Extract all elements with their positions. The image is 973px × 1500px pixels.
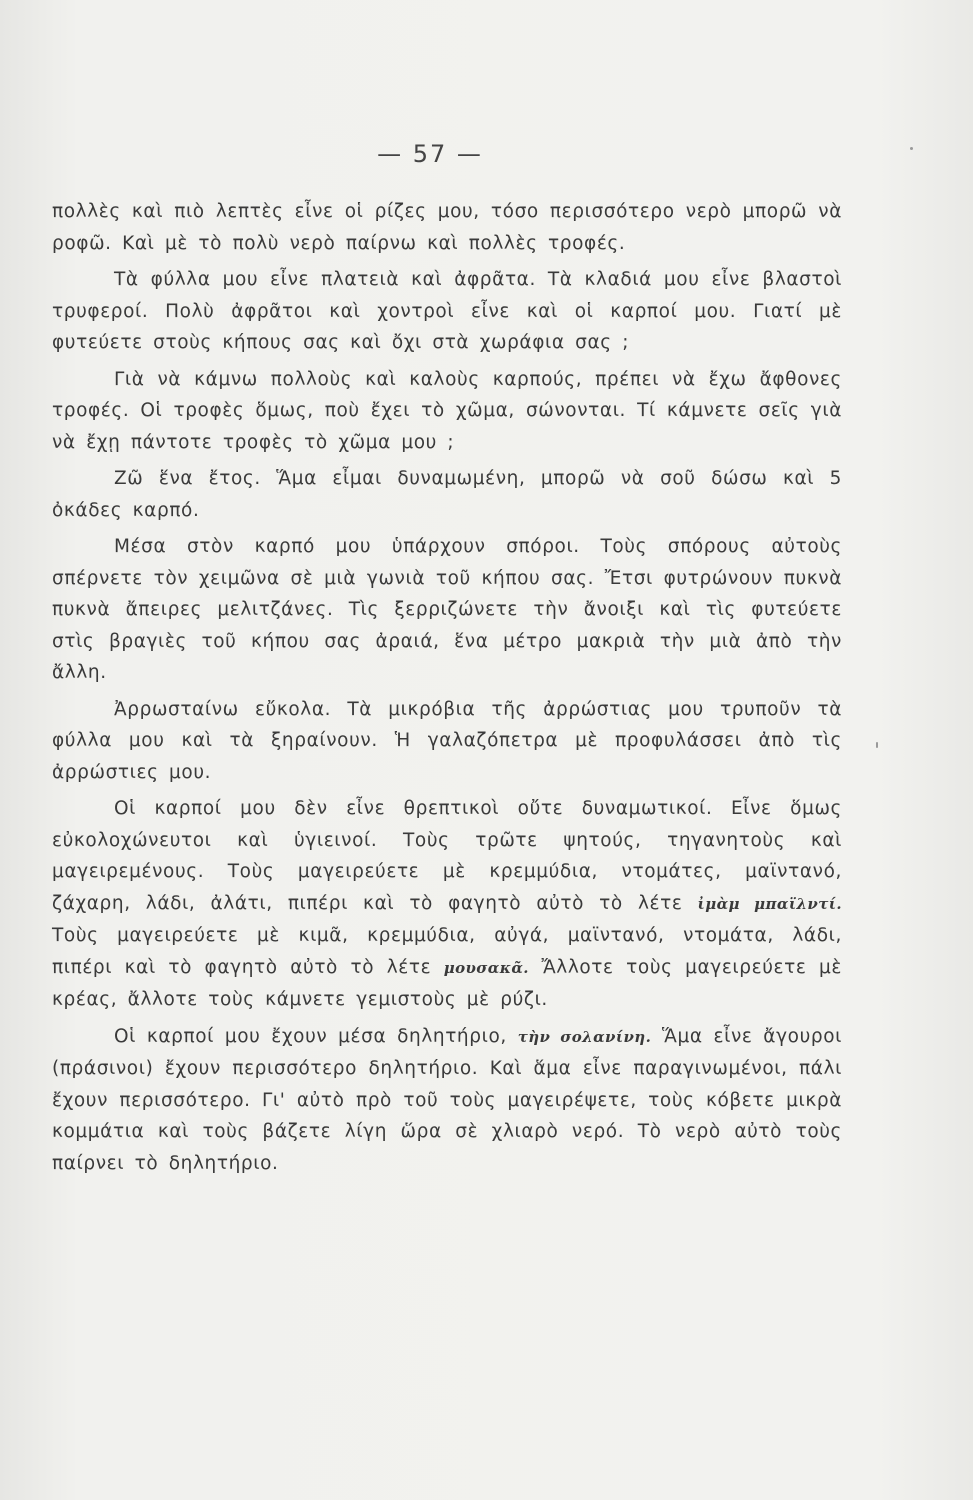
paragraph-text: Γιὰ νὰ κάμνω πολλοὺς καὶ καλοὺς καρπούς, πρέπει νὰ ἔχω ἄφθονες τροφές. Οἱ τροφὲς ὅμως, ποὺ ἔχει τὸ χῶμα, σώνονται. Τί κάμνετε σεῖς γιὰ νὰ ἔχῃ πάντοτε τροφὲς τὸ χῶμα μου ; bbox=[52, 368, 842, 453]
paragraph bbox=[52, 463, 842, 526]
paragraph bbox=[52, 531, 842, 689]
toxin-name-emphasis: τὴν σολανίνη. bbox=[517, 1027, 652, 1046]
paragraph bbox=[52, 196, 842, 259]
paragraph-text: πολλὲς καὶ πιὸ λεπτὲς εἶνε οἱ ρίζες μου, τόσο περισσότερο νερὸ μπορῶ νὰ ροφῶ. Καὶ μὲ τὸ πολὺ νερὸ παίρνω καὶ πολλὲς τροφές. bbox=[52, 201, 842, 254]
paragraph bbox=[52, 793, 842, 1016]
page-number: — 57 — bbox=[377, 140, 483, 168]
dish-name-emphasis: μουσακᾶ. bbox=[443, 958, 529, 977]
paragraph bbox=[52, 694, 842, 789]
paragraph bbox=[52, 1021, 842, 1180]
paragraph-text: Οἱ καρποί μου δὲν εἶνε θρεπτικοὶ οὔτε δυναμωτικοί. Εἶνε ὅμως εὐκολοχώνευτοι καὶ ὑγιεινοί. Τοὺς τρῶτε ψητούς, τηγανητοὺς καὶ μαγειρεμένους. Τοὺς μαγειρεύετε μὲ κρεμμύδια, ντομάτες, μαϊντανό, ζάχαρη, λάδι, ἀλάτι, πιπέρι καὶ τὸ φαγητὸ αὐτὸ τὸ λέτε bbox=[52, 798, 842, 914]
paper-speck bbox=[876, 742, 878, 748]
paragraph-text: Τοὺς μαγειρεύετε μὲ κιμᾶ, κρεμμύδια, αὐγά, μαϊντανό, ντομάτα, λάδι, πιπέρι καὶ τὸ φαγητὸ αὐτὸ τὸ λέτε bbox=[52, 925, 842, 978]
dish-name-emphasis: ἰμὰμ μπαϊλντί. bbox=[697, 894, 842, 913]
paragraph-text: Ἅμα εἶνε ἄγουροι (πράσινοι) ἔχουν περισσότερο δηλητήριο. Καὶ ἅμα εἶνε παραγινωμένοι, πάλι ἔχουν περισσότερο. Γι' αὐτὸ πρὸ τοῦ τοὺς μαγειρέψετε, τοὺς κόβετε μικρὰ κομμάτια καὶ τοὺς βάζετε λίγη ὥρα σὲ χλιαρὸ νερό. Τὸ νερὸ αὐτὸ τοὺς παίρνει τὸ δηλητήριο. bbox=[52, 1025, 842, 1174]
paragraph-text: Μέσα στὸν καρπό μου ὑπάρχουν σπόροι. Τοὺς σπόρους αὐτοὺς σπέρνετε τὸν χειμῶνα σὲ μιὰ γωνιὰ τοῦ κήπου σας. Ἔτσι φυτρώνουν πυκνὰ πυκνὰ ἄπειρες μελιτζάνες. Τὶς ξερριζώνετε τὴν ἄνοιξι καὶ τὶς φυτεύετε στὶς βραγιὲς τοῦ κήπου σας ἀραιά, ἕνα μέτρο μακριὰ τὴν μιὰ ἀπὸ τὴν ἄλλη. bbox=[52, 536, 842, 683]
paper-speck bbox=[910, 147, 913, 150]
body-text bbox=[52, 196, 842, 1179]
paragraph bbox=[52, 264, 842, 359]
paragraph-text: Ζῶ ἕνα ἔτος. Ἅμα εἶμαι δυναμωμένη, μπορῶ νὰ σοῦ δώσω καὶ 5 ὀκάδες καρπό. bbox=[52, 468, 842, 521]
paragraph-text: Ἀρρωσταίνω εὔκολα. Τὰ μικρόβια τῆς ἀρρώστιας μου τρυποῦν τὰ φύλλα μου καὶ τὰ ξηραίνουν. Ἡ γαλαζόπετρα μὲ προφυλάσσει ἀπὸ τὶς ἀρρώστιες μου. bbox=[52, 698, 842, 783]
paragraph-text: Ἄλλοτε τοὺς μαγειρεύετε μὲ κρέας, ἄλλοτε τοὺς κάμνετε γεμιστοὺς μὲ ρύζι. bbox=[52, 956, 842, 1010]
paragraph-text: Οἱ καρποί μου ἔχουν μέσα δηλητήριο, bbox=[114, 1025, 518, 1047]
paragraph bbox=[52, 364, 842, 459]
paragraph-text: Τὰ φύλλα μου εἶνε πλατειὰ καὶ ἀφρᾶτα. Τὰ κλαδιά μου εἶνε βλαστοὶ τρυφεροί. Πολὺ ἀφρᾶτοι καὶ χοντροὶ εἶνε καὶ οἱ καρποί μου. Γιατί μὲ φυτεύετε στοὺς κήπους σας καὶ ὄχι στὰ χωράφια σας ; bbox=[52, 269, 842, 353]
